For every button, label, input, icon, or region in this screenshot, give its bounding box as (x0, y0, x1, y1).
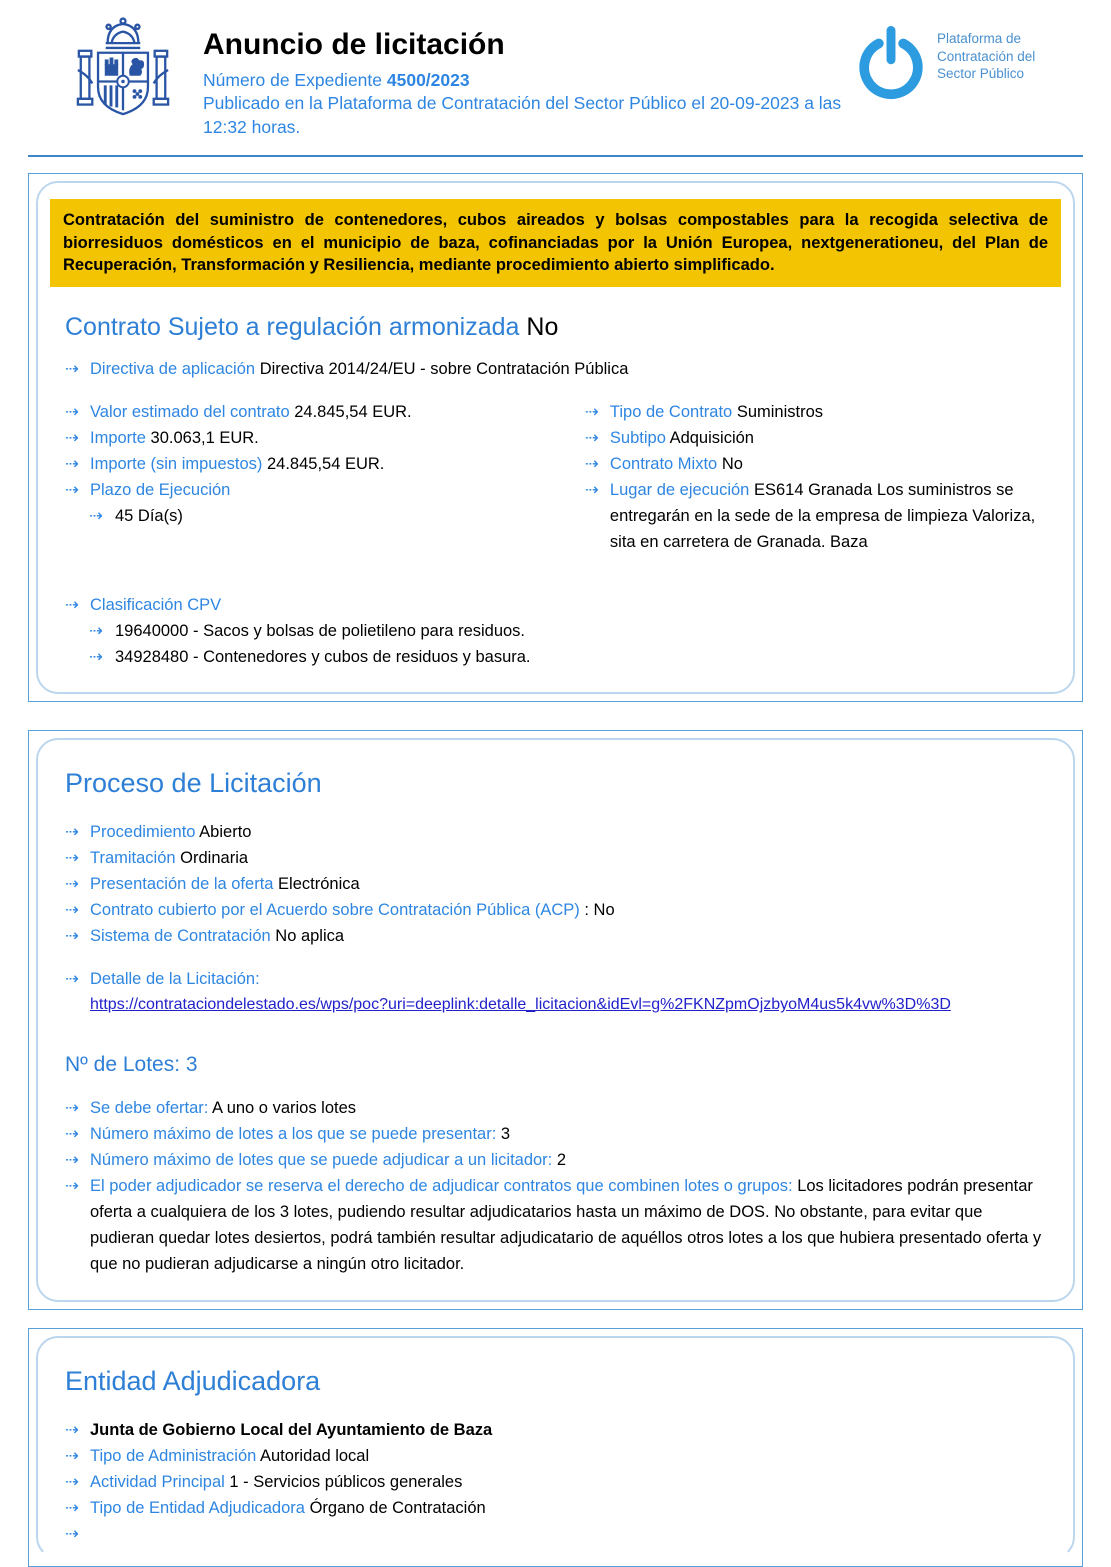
dashed-arrow-icon: ⇢ (65, 1498, 79, 1517)
dashed-arrow-icon: ⇢ (584, 429, 599, 448)
field-value: 3 (500, 1125, 511, 1144)
section-frame (36, 181, 1075, 694)
spain-coat-of-arms-icon (75, 14, 171, 126)
document-header (28, 14, 1083, 139)
expediente-line (203, 69, 855, 92)
expediente-value: 4500/2023 (386, 70, 470, 90)
field-tipo-contrato (585, 399, 1046, 425)
contract-object-banner: Contratación del suministro de contenedores, cubos aireados y bolsas compostables para la recogida selectiva de biorresiduos domésticos en el municipio de baza, cofinanciadas por la Unión Europea, nextgenerationeu, del Plan de Recuperación, Transformación y Resiliencia, mediante procedimiento abierto simplificado. (50, 199, 1061, 287)
field-value: Autoridad local (260, 1446, 370, 1465)
expediente-label: Número de Expediente (203, 70, 382, 90)
entidad-heading: Entidad Adjudicadora (65, 1365, 321, 1396)
field-value: 24.845,54 EUR. (294, 403, 412, 422)
dashed-arrow-icon: ⇢ (65, 926, 79, 945)
field-importe-sin-impuestos (65, 451, 585, 477)
section-proceso-licitacion (28, 730, 1083, 1310)
section-frame (36, 738, 1075, 1302)
detalle-licitacion-link[interactable]: https://contrataciondelestado.es/wps/poc?uri=deeplink:detalle_licitacion&idEvl=g%2FKNZpmOjzbyoM4us5k4vw%3D%3D (90, 996, 951, 1014)
field-value: 45 Día(s) (115, 507, 183, 526)
field-label: Actividad Principal (90, 1472, 225, 1491)
field-tipo-entidad (65, 1495, 1046, 1521)
left-column (65, 399, 585, 529)
field-label: Lugar de ejecución (609, 481, 750, 500)
field-value: Adquisición (669, 429, 754, 448)
dashed-arrow-icon: ⇢ (65, 429, 79, 448)
field-importe (65, 425, 585, 451)
field-valor-estimado (65, 399, 585, 425)
field-max-lotes-adjudicar (65, 1147, 1046, 1173)
dashed-arrow-icon: ⇢ (65, 481, 79, 500)
dashed-arrow-icon: ⇢ (584, 455, 599, 474)
field-actividad-principal (65, 1469, 1046, 1495)
dashed-arrow-icon: ⇢ (65, 900, 79, 919)
field-label: Subtipo (609, 429, 666, 448)
lotes-heading: Nº de Lotes: 3 (65, 1053, 198, 1077)
dashed-arrow-icon: ⇢ (65, 1446, 79, 1465)
field-label: Plazo de Ejecución (90, 481, 231, 500)
section-content (50, 768, 1061, 1278)
field-subtipo (585, 425, 1046, 451)
dashed-arrow-icon: ⇢ (65, 822, 79, 841)
header-divider (28, 155, 1083, 157)
cpv-item-text: 19640000 - Sacos y bolsas de polietileno para residuos. (115, 621, 526, 640)
cpv-item (65, 618, 1046, 644)
field-label: Tramitación (90, 848, 176, 867)
cpv-item-text: 34928480 - Contenedores y cubos de residuos y basura. (115, 647, 531, 666)
field-value: 30.063,1 EUR. (150, 429, 259, 448)
field-value: Electrónica (278, 874, 360, 893)
field-value: Suministros (736, 403, 824, 422)
field-label: Detalle de la Licitación: (90, 970, 260, 989)
field-value: Los licitadores podrán presentar oferta a cualquiera de los 3 lotes, pudiendo resultar adjudicatarios hasta un máximo de DOS. No obstante, para evitar que pudieran quedar lotes desiertos, podrá también resultar adjudicatario de aquéllos otros lotes a los que hubiera presentado oferta y que no pudieran adjudicarse a ningún otro licitador. (90, 1177, 1042, 1274)
field-label: Presentación de la oferta (90, 874, 274, 893)
field-value: 1 - Servicios públicos generales (229, 1472, 463, 1491)
field-lugar-ejecucion (585, 477, 1046, 555)
field-plazo-valor (65, 503, 585, 529)
dashed-arrow-icon: ⇢ (89, 507, 103, 526)
field-label: Número máximo de lotes a los que se puede presentar: (90, 1125, 497, 1144)
placsp-logo (855, 24, 1083, 102)
dashed-arrow-icon: ⇢ (65, 1151, 79, 1170)
published-line: Publicado en la Plataforma de Contratación del Sector Público el 20-09-2023 a las 12:32 horas. (203, 93, 842, 137)
field-label: Número máximo de lotes que se puede adjudicar a un licitador: (90, 1151, 553, 1170)
field-label: Sistema de Contratación (90, 926, 271, 945)
field-organo (65, 1417, 1046, 1443)
placsp-logo-text: Plataforma de Contratación del Sector Público (937, 31, 1036, 82)
heading-value: No (526, 313, 559, 342)
page-title: Anuncio de licitación (203, 28, 505, 61)
field-detalle-licitacion (65, 966, 1046, 992)
field-clasificacion-cpv (65, 592, 1046, 618)
dashed-arrow-icon: ⇢ (65, 1125, 79, 1144)
field-max-lotes-presentar (65, 1121, 1046, 1147)
field-label: Importe (90, 429, 146, 448)
field-label: Tipo de Entidad Adjudicadora (90, 1498, 305, 1517)
field-tramitacion (65, 845, 1046, 871)
field-procedimiento (65, 819, 1046, 845)
field-se-debe-ofertar (65, 1095, 1046, 1121)
dashed-arrow-icon: ⇢ (65, 360, 79, 379)
field-presentacion-oferta (65, 871, 1046, 897)
dashed-arrow-icon: ⇢ (65, 1420, 79, 1439)
dashed-arrow-icon: ⇢ (65, 455, 79, 474)
dashed-arrow-icon: ⇢ (65, 848, 79, 867)
field-label: Se debe ofertar: (90, 1099, 209, 1118)
field-label: Directiva de aplicación (90, 360, 256, 379)
section-contrato-armonizada (28, 173, 1083, 702)
field-label: Clasificación CPV (90, 595, 222, 614)
field-label: Valor estimado del contrato (90, 403, 290, 422)
section-entidad-adjudicadora (28, 1328, 1083, 1567)
field-value: Órgano de Contratación (309, 1498, 486, 1517)
field-value: A uno o varios lotes (212, 1099, 357, 1118)
field-value: No aplica (275, 926, 345, 945)
field-tipo-administracion (65, 1443, 1046, 1469)
field-combinacion-lotes (65, 1173, 1046, 1277)
contrato-armonizada-heading (65, 313, 1046, 342)
dashed-arrow-icon: ⇢ (584, 481, 599, 500)
field-contrato-mixto (585, 451, 1046, 477)
field-value: 24.845,54 EUR. (266, 455, 385, 474)
section-content (50, 1365, 1061, 1543)
field-acp (65, 897, 1046, 923)
proceso-heading: Proceso de Licitación (65, 767, 322, 798)
dashed-arrow-icon: ⇢ (89, 621, 103, 640)
heading-label: Contrato Sujeto a regulación armonizada (65, 313, 520, 342)
section-content (50, 313, 1061, 670)
field-label: Tipo de Contrato (609, 403, 733, 422)
section-frame (36, 1336, 1075, 1559)
dashed-arrow-icon: ⇢ (65, 1177, 79, 1196)
right-column (585, 399, 1046, 555)
power-button-logo-icon (855, 24, 927, 102)
field-value: Abierto (199, 822, 252, 841)
field-directiva (65, 356, 1046, 382)
title-block (203, 14, 855, 139)
dashed-arrow-icon: ⇢ (65, 403, 79, 422)
field-value: Directiva 2014/24/EU - sobre Contratación Pública (259, 360, 629, 379)
detalle-link-row (90, 993, 1046, 1017)
dashed-arrow-icon: ⇢ (65, 874, 79, 893)
field-sistema-contratacion (65, 923, 1046, 949)
field-label: Contrato Mixto (609, 455, 718, 474)
field-value: 2 (556, 1151, 567, 1170)
dashed-arrow-icon: ⇢ (89, 647, 103, 666)
organo-name: Junta de Gobierno Local del Ayuntamiento de Baza (90, 1420, 493, 1439)
dashed-arrow-icon: ⇢ (65, 595, 79, 614)
dashed-arrow-icon: ⇢ (65, 1472, 79, 1491)
field-label: El poder adjudicador se reserva el derecho de adjudicar contratos que combinen lotes o grupos: (90, 1177, 793, 1196)
dashed-arrow-icon: ⇢ (65, 970, 79, 989)
field-value: Ordinaria (180, 848, 249, 867)
dashed-arrow-icon: ⇢ (584, 403, 599, 422)
field-value: : No (584, 900, 615, 919)
two-column-fields (65, 399, 1046, 555)
field-value: ES614 Granada Los suministros se entregarán en la sede de la empresa de limpieza Valoriza, sita en carretera de Granada. Baza (609, 481, 1036, 552)
cpv-item (65, 644, 1046, 670)
field-value: No (721, 455, 743, 474)
field-label: Contrato cubierto por el Acuerdo sobre Contratación Pública (ACP) (90, 900, 580, 919)
dashed-arrow-icon: ⇢ (65, 1524, 79, 1543)
dashed-arrow-icon: ⇢ (65, 1099, 79, 1118)
field-label: Tipo de Administración (90, 1446, 257, 1465)
field-label: Importe (sin impuestos) (90, 455, 263, 474)
field-label: Procedimiento (90, 822, 196, 841)
field-plazo-ejecucion (65, 477, 585, 503)
